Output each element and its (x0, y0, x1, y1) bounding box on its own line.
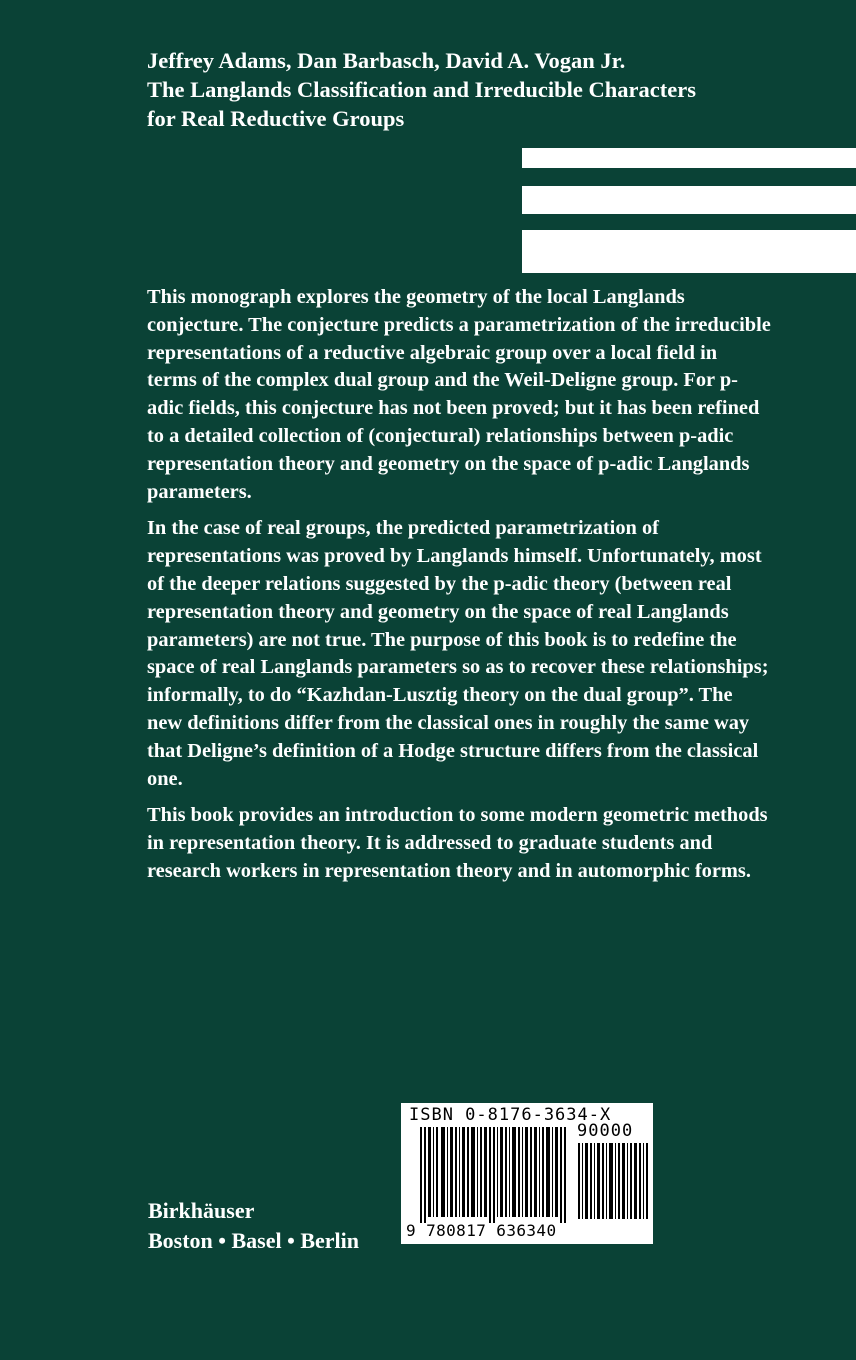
back-cover-blurb (147, 284, 772, 895)
book-title-line-2: for Real Reductive Groups (147, 106, 405, 131)
decorative-stripe-1 (522, 148, 856, 168)
blurb-paragraph-2: In the case of real groups, the predicted parametrization of representations was proved by Langlands himself. Unfortunately, most of the deeper relations suggested by the p-adic theory (between real representation theory and geometry on the space of real Langlands parameters) are not true. The purpose of this book is to redefine the space of real Langlands parameters so as to recover these relationships; informally, to do “Kazhdan-Lusztig theory on the dual group”. The new definitions differ from the classical ones in roughly the same way that Deligne’s definition of a Hodge structure differs from the classical one. (147, 517, 769, 790)
book-title-line-1: The Langlands Classification and Irreducible Characters (147, 77, 696, 102)
decorative-stripe-3 (522, 230, 856, 273)
publisher-cities: Boston • Basel • Berlin (148, 1228, 359, 1253)
barcode-bars-addon (577, 1143, 649, 1219)
isbn-barcode (401, 1103, 653, 1244)
book-header (147, 46, 787, 133)
authors: Jeffrey Adams, Dan Barbasch, David A. Vogan Jr. (147, 48, 626, 73)
barcode-bars-main (418, 1127, 568, 1223)
blurb-paragraph-1: This monograph explores the geometry of the local Langlands conjecture. The conjecture predicts a parametrization of the irreducible representations of a reductive algebraic group over a local field in terms of the complex dual group and the Weil-Deligne group. For p-adic fields, this conjecture has not been proved; but it has been refined to a detailed collection of (conjectural) relationships between p-adic representation theory and geometry on the space of p-adic Langlands parameters. (147, 286, 771, 503)
price-code: 90000 (577, 1121, 634, 1141)
isbn-number: ISBN 0-8176-3634-X (409, 1105, 612, 1125)
publisher-block (148, 1196, 359, 1256)
blurb-paragraph-3: This book provides an introduction to some modern geometric methods in representation theory. It is addressed to graduate students and research workers in representation theory and in automorphic forms. (147, 804, 768, 882)
decorative-stripe-2 (522, 186, 856, 214)
publisher-name: Birkhäuser (148, 1198, 255, 1223)
ean-number: 9 780817 636340 (406, 1221, 557, 1240)
